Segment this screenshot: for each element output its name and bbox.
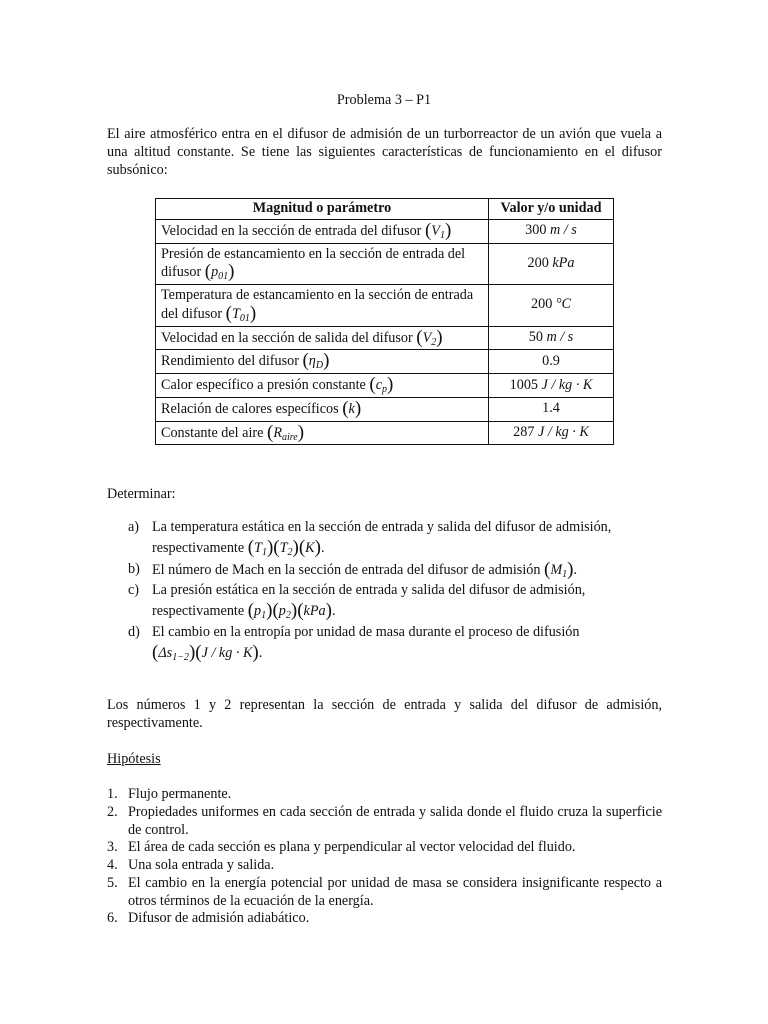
symbol-subscript: 1 xyxy=(562,568,568,580)
table-header-row xyxy=(156,199,614,220)
paren-right: ) xyxy=(567,558,574,580)
task-symbol xyxy=(152,641,196,663)
param-unit: m / s xyxy=(550,222,577,239)
hipotesis-text: Una sola entrada y salida. xyxy=(128,857,275,873)
paren-left: ( xyxy=(247,536,255,558)
task-end: . xyxy=(573,561,578,578)
task-symbol xyxy=(247,536,274,558)
paren-left: ( xyxy=(302,350,309,372)
symbol: p xyxy=(254,603,262,619)
task-symbol xyxy=(195,641,259,663)
symbol: R xyxy=(273,424,282,441)
task-line2-text: respectivamente xyxy=(152,539,245,556)
param-value-cell xyxy=(489,243,614,285)
task-marker: d) xyxy=(128,623,140,640)
determinar-label: Determinar: xyxy=(107,486,176,502)
paren-left: ( xyxy=(544,558,551,580)
param-name-cell xyxy=(156,243,489,285)
param-value-cell xyxy=(489,219,614,243)
task-end: . xyxy=(331,603,336,619)
param-unit: J / kg · K xyxy=(538,424,589,440)
paren-right: ) xyxy=(292,536,299,558)
hipotesis-text: Difusor de admisión adiabático. xyxy=(128,910,310,927)
paren-left: ( xyxy=(273,536,280,558)
symbol: V xyxy=(422,329,432,346)
paren-right: ) xyxy=(323,350,330,372)
symbol: T xyxy=(231,305,240,322)
param-symbol xyxy=(342,397,362,419)
task-item xyxy=(128,624,662,663)
task-end: . xyxy=(320,539,325,556)
task-text: El cambio en la entropía por unidad de masa durante el proceso de difusión xyxy=(152,623,580,640)
symbol-subscript: aire xyxy=(281,431,298,443)
param-value: 287 xyxy=(513,424,535,440)
paren-left: ( xyxy=(225,302,232,324)
param-value-cell xyxy=(489,285,614,327)
symbol-subscript: 2 xyxy=(431,336,437,348)
paren-left: ( xyxy=(195,641,202,663)
paren-right: ) xyxy=(297,421,305,443)
hipotesis-text: El cambio en la energía potencial por unidad de masa se considera insignificante respecto a otros términos de la ecuación de la energía. xyxy=(128,874,662,909)
task-item xyxy=(128,582,662,621)
param-label: Calor específico a presión constante xyxy=(161,377,366,393)
paren-right: ) xyxy=(325,600,332,621)
hipotesis-text: Flujo permanente. xyxy=(128,786,232,802)
task-symbol xyxy=(272,600,298,621)
param-name-cell xyxy=(156,326,489,350)
table-row xyxy=(156,243,614,285)
hipotesis-text: Propiedades uniformes en cada sección de entrada y salida donde el fluido cruza la superficie de control. xyxy=(128,803,662,838)
table-row xyxy=(156,219,614,243)
task-marker: c) xyxy=(128,582,140,599)
param-value: 0.9 xyxy=(542,352,560,369)
param-name-cell xyxy=(156,397,489,421)
symbol: V xyxy=(431,222,440,239)
table-row xyxy=(156,374,614,398)
symbol: K xyxy=(305,539,315,556)
task-symbol xyxy=(544,558,574,580)
task-line2 xyxy=(152,641,662,663)
param-unit: m / s xyxy=(546,329,574,345)
symbol: η xyxy=(308,353,316,370)
paren-right: ) xyxy=(354,397,362,419)
param-label: Temperatura de estancamiento en la sección de entrada del difusor xyxy=(161,287,474,322)
hipotesis-marker: 6. xyxy=(107,910,118,927)
param-value-cell xyxy=(489,326,614,350)
table-row xyxy=(156,285,614,327)
param-label: Presión de estancamiento en la sección de entrada del difusor xyxy=(161,245,466,281)
param-value-cell xyxy=(489,350,614,374)
symbol: p xyxy=(211,264,219,281)
param-value: 200 xyxy=(531,296,553,313)
hipotesis-item xyxy=(107,875,662,911)
header-magnitud: Magnitud o parámetro xyxy=(156,199,489,220)
paren-right: ) xyxy=(444,219,452,241)
symbol: c xyxy=(375,377,383,393)
param-value: 50 xyxy=(528,329,543,345)
paren-left: ( xyxy=(369,374,376,395)
paren-right: ) xyxy=(266,600,273,621)
param-label: Velocidad en la sección de entrada del difusor xyxy=(161,222,422,239)
task-symbol xyxy=(247,600,273,621)
paren-left: ( xyxy=(297,600,304,621)
param-value-cell xyxy=(489,421,614,445)
symbol: kPa xyxy=(303,603,326,619)
paren-left: ( xyxy=(152,641,159,663)
table-row xyxy=(156,350,614,374)
task-marker: a) xyxy=(128,519,140,535)
task-end: . xyxy=(258,644,263,661)
param-value-cell xyxy=(489,374,614,398)
param-symbol xyxy=(266,421,305,443)
param-unit: J / kg · K xyxy=(541,376,593,393)
task-item xyxy=(128,558,662,580)
param-unit: kPa xyxy=(552,254,575,271)
symbol-subscript: p xyxy=(382,384,388,395)
param-name-cell xyxy=(156,374,489,398)
hipotesis-item xyxy=(107,910,662,928)
param-name-cell xyxy=(156,350,489,374)
param-value: 200 xyxy=(527,254,549,271)
param-unit: °C xyxy=(555,296,571,313)
symbol: M xyxy=(550,561,563,578)
param-symbol xyxy=(302,350,330,372)
symbol-subscript: 2 xyxy=(285,610,291,621)
paren-left: ( xyxy=(416,326,423,348)
note-paragraph: Los números 1 y 2 representan la sección de entrada y salida del difusor de admisión, respectivamente. xyxy=(107,697,662,731)
paren-left: ( xyxy=(204,261,212,283)
param-label: Velocidad en la sección de salida del difusor xyxy=(161,329,413,346)
paren-right: ) xyxy=(266,536,274,558)
param-symbol xyxy=(225,302,257,324)
task-item xyxy=(128,519,662,558)
symbol-subscript: D xyxy=(315,360,324,372)
paren-right: ) xyxy=(387,374,394,395)
symbol-subscript: 1 xyxy=(261,546,267,558)
task-line2 xyxy=(152,536,662,558)
symbol: T xyxy=(254,539,262,556)
paren-left: ( xyxy=(424,219,432,241)
param-name-cell xyxy=(156,421,489,445)
parameters-table xyxy=(155,198,614,445)
paren-right: ) xyxy=(314,536,321,558)
table-body xyxy=(156,219,614,445)
param-name-cell xyxy=(156,219,489,243)
hipotesis-item xyxy=(107,839,662,857)
param-value-cell xyxy=(489,397,614,421)
task-text: La temperatura estática en la sección de entrada y salida del difusor de admisión, xyxy=(152,519,612,535)
task-text: El número de Mach en la sección de entrada del difusor de admisión xyxy=(152,561,541,578)
symbol: Δs xyxy=(158,644,173,661)
symbol: p xyxy=(278,603,286,619)
hipotesis-text: El área de cada sección es plana y perpendicular al vector velocidad del fluido. xyxy=(128,839,576,856)
paren-right: ) xyxy=(188,641,196,663)
task-list xyxy=(128,519,662,665)
param-label: Rendimiento del difusor xyxy=(161,353,299,370)
param-label: Relación de calores específicos xyxy=(161,400,339,417)
param-symbol xyxy=(416,326,443,348)
param-value: 1005 xyxy=(509,376,538,393)
hipotesis-item xyxy=(107,786,662,804)
symbol-subscript: 01 xyxy=(239,312,250,324)
symbol: J / kg · K xyxy=(201,644,253,661)
paren-right: ) xyxy=(436,326,443,348)
param-symbol xyxy=(369,374,394,395)
paren-left: ( xyxy=(272,600,279,621)
task-marker: b) xyxy=(128,560,140,577)
paren-right: ) xyxy=(290,600,298,621)
task-text: La presión estática en la sección de entrada y salida del difusor de admisión, xyxy=(152,582,586,599)
hipotesis-marker: 3. xyxy=(107,839,118,856)
symbol-subscript: 01 xyxy=(218,271,229,283)
hipotesis-marker: 1. xyxy=(107,786,118,802)
table-row xyxy=(156,326,614,350)
hipotesis-marker: 2. xyxy=(107,803,118,820)
problem-title: Problema 3 – P1 xyxy=(336,92,432,108)
param-value: 300 xyxy=(525,222,547,239)
param-symbol xyxy=(424,219,452,241)
task-line2 xyxy=(152,602,662,621)
intro-paragraph: El aire atmosférico entra en el difusor de admisión de un turborreactor de un avión que vuela a una altitud constante. Se tiene las siguientes características de funcionamiento en el difusor subsónico: xyxy=(107,126,662,178)
paren-left: ( xyxy=(342,397,349,419)
param-value: 1.4 xyxy=(542,400,560,417)
param-label: Constante del aire xyxy=(161,424,264,441)
param-symbol xyxy=(204,261,235,283)
paren-right: ) xyxy=(228,261,235,283)
paren-left: ( xyxy=(247,600,255,621)
hipotesis-item xyxy=(107,804,662,840)
hipotesis-heading: Hipótesis xyxy=(107,751,161,767)
hipotesis-item xyxy=(107,857,662,875)
hipotesis-marker: 5. xyxy=(107,874,118,891)
hipotesis-list xyxy=(107,786,662,928)
paren-left: ( xyxy=(266,421,274,443)
header-valor: Valor y/o unidad xyxy=(489,199,614,220)
paren-right: ) xyxy=(249,302,257,324)
task-line2-text: respectivamente xyxy=(152,603,245,619)
hipotesis-marker: 4. xyxy=(107,857,118,873)
symbol: T xyxy=(279,539,288,556)
symbol-subscript: 1 xyxy=(261,610,267,621)
table-row xyxy=(156,421,614,445)
paren-right: ) xyxy=(252,641,259,663)
symbol: k xyxy=(348,400,355,417)
paren-left: ( xyxy=(298,536,306,558)
symbol-subscript: 2 xyxy=(287,546,293,558)
symbol-subscript: 1 xyxy=(439,229,445,241)
param-name-cell xyxy=(156,285,489,327)
symbol-subscript: 1−2 xyxy=(172,651,189,663)
task-symbol xyxy=(297,600,332,621)
table-row xyxy=(156,397,614,421)
task-symbol xyxy=(298,536,321,558)
task-symbol xyxy=(273,536,299,558)
